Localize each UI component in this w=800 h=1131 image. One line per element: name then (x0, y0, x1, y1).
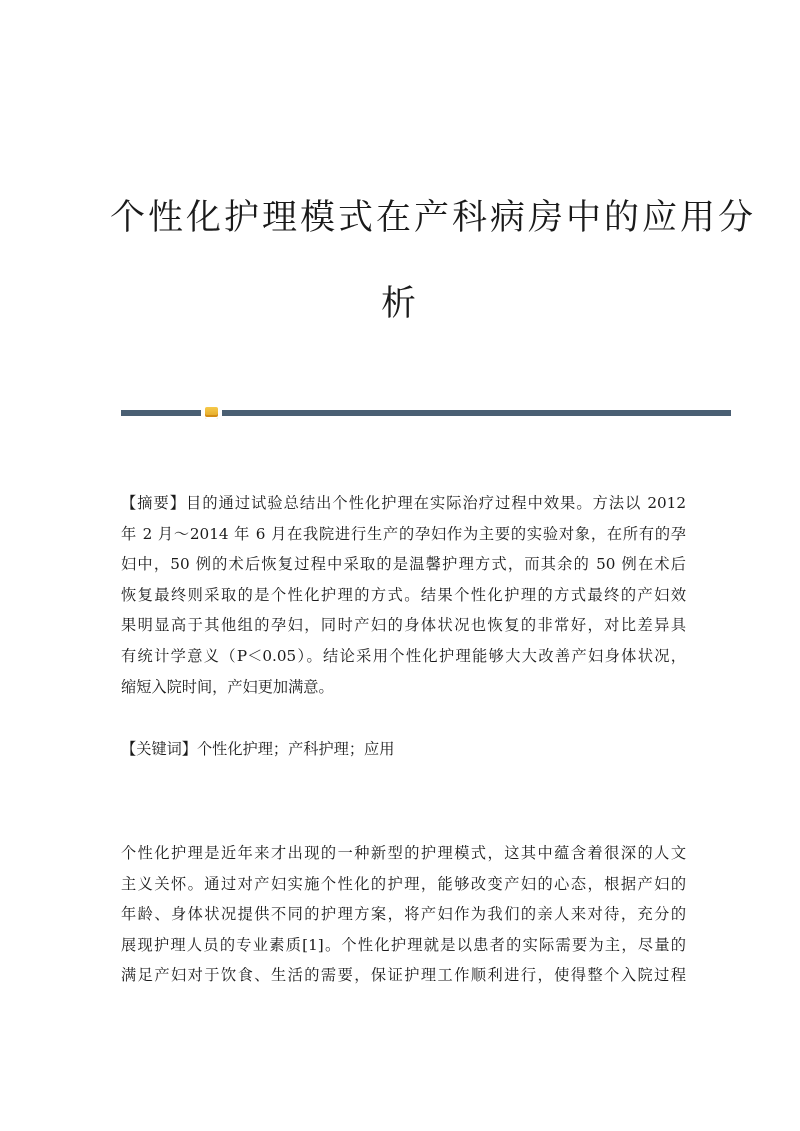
abstract-line: 年 2 月～2014 年 6 月在我院进行生产的孕妇作为主要的实验对象，在所有的孕 (121, 524, 686, 543)
body-line: 年龄、身体状况提供不同的护理方案，将产妇作为我们的亲人来对待，充分的 (121, 905, 686, 924)
document-title-line-2: 析 (380, 284, 419, 324)
abstract-line: 有统计学意义（P＜0.05）。结论采用个性化护理能够大大改善产妇身体状况， (121, 646, 686, 665)
body-paragraph (121, 838, 686, 991)
divider-bar-right (222, 410, 731, 416)
body-line: 主义关怀。通过对产妇实施个性化的护理，能够改变产妇的心态，根据产妇的 (121, 874, 686, 893)
abstract-line: 恢复最终则采取的是个性化护理的方式。结果个性化护理的方式最终的产妇效 (121, 585, 686, 604)
body-line: 满足产妇对于饮食、生活的需要，保证护理工作顺利进行，使得整个入院过程 (121, 966, 686, 985)
document-title-line-1: 个性化护理模式在产科病房中的应用分 (110, 198, 757, 238)
divider-ornament-icon (205, 407, 218, 419)
abstract-line: 缩短入院时间，产妇更加满意。 (121, 677, 334, 696)
abstract-paragraph (121, 488, 686, 702)
body-line: 个性化护理是近年来才出现的一种新型的护理模式，这其中蕴含着很深的人文 (121, 844, 686, 862)
body-line: 展现护理人员的专业素质[1]。个性化护理就是以患者的实际需要为主，尽量的 (121, 935, 686, 954)
keywords-line: 【关键词】个性化护理；产科护理；应用 (121, 740, 395, 758)
abstract-line: 【摘要】目的通过试验总结出个性化护理在实际治疗过程中效果。方法以 2012 (121, 494, 686, 512)
abstract-line: 妇中，50 例的术后恢复过程中采取的是温馨护理方式，而其余的 50 例在术后 (121, 555, 686, 574)
abstract-line: 果明显高于其他组的孕妇，同时产妇的身体状况也恢复的非常好，对比差异具 (121, 616, 686, 635)
title-divider (121, 407, 731, 419)
divider-bar-left (121, 410, 201, 416)
keywords-paragraph (121, 734, 686, 765)
